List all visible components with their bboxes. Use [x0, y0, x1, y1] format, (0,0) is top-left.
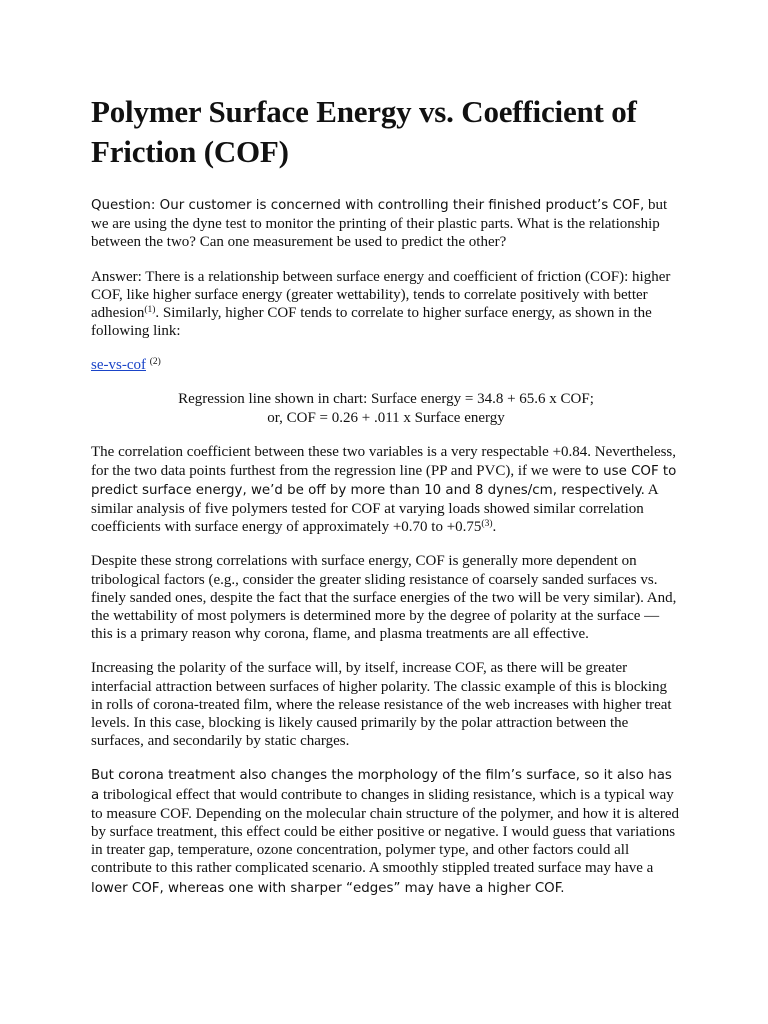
corona-sans-text: But corona treatment also changes the morphology of the film’s surface, so it also has a: [91, 768, 672, 803]
question-text: but we are using the dyne test to monitor the printing of their plastic parts. What is the relationship between the two? Can one measurement be used to predict the other?: [91, 197, 668, 251]
reference-2: (2): [149, 357, 161, 368]
regression-line-2: or, COF = 0.26 + .011 x Surface energy: [267, 409, 505, 426]
question-paragraph: [91, 196, 681, 252]
correlation-sans-text: to use COF to predict surface energy, we’d be off by more than 10 and 8 dynes/cm, respectively.: [91, 463, 677, 498]
answer-text-2: . Similarly, higher COF tends to correlate to higher surface energy, as shown in the following link:: [91, 305, 652, 340]
regression-line-1: Regression line shown in chart: Surface energy = 34.8 + 65.6 x COF;: [178, 391, 594, 408]
polarity-paragraph: Increasing the polarity of the surface will, by itself, increase COF, as there will be greater interfacial attraction between surfaces of higher polarity. The classic example of this is blocking in rolls of corona-treated film, where the release resistance of the web increases with higher treat levels. In this case, blocking is likely caused primarily by the polar attraction between the surfaces, and secondarily by static charges.: [91, 660, 672, 750]
corona-sans-text-2: lower COF, whereas one with sharper “edges” may have a higher COF.: [91, 880, 565, 896]
reference-3: (3): [481, 519, 493, 530]
correlation-text-2: A similar analysis of five polymers tested for COF at varying loads showed similar correlation coefficients with surface energy of approximately +0.70 to +0.75: [91, 481, 658, 536]
corona-text: tribological effect that would contribute to changes in sliding resistance, which is a typical way to measure COF. Depending on the molecular chain structure of the polymer, and how it is altered by surface treatment, this effect could be either positive or negative. I would guess that variations in treater gap, temperature, ozone concentration, polymer type, and other factors could all contribute to this rather complicated scenario. A smoothly stippled treated surface may have a: [91, 786, 680, 877]
correlation-text-3: .: [492, 519, 497, 536]
document-page: [91, 92, 681, 914]
question-sans-text: : Our customer is concerned with controlling their finished product’s COF,: [150, 198, 645, 213]
page-title: Polymer Surface Energy vs. Coefficient of Friction (COF): [91, 94, 637, 169]
tribological-paragraph: Despite these strong correlations with surface energy, COF is generally more dependent on tribological factors (e.g., consider the greater sliding resistance of coarsely sanded surfaces vs. finely sanded ones, despite the fact that the surface energies of the two will be very similar). And, the wettability of most polymers is determined more by the degree of polarity at the surface — this is a primary reason why corona, flame, and plasma treatments are all effective.: [91, 553, 677, 643]
reference-1: (1): [144, 305, 156, 316]
regression-formula: [91, 390, 681, 427]
correlation-text-1: The correlation coefficient between these two variables is a very respectable +0.84. Nevertheless, for the two data points furthest from the regression line (PP and PVC), if we were: [91, 444, 677, 479]
correlation-paragraph: [91, 443, 681, 536]
answer-paragraph: [91, 268, 681, 341]
corona-paragraph: [91, 766, 681, 897]
se-vs-cof-link[interactable]: se-vs-cof: [91, 357, 146, 374]
question-label: Question: [91, 198, 151, 213]
link-line: [91, 356, 681, 374]
answer-text-1: Answer: There is a relationship between surface energy and coefficient of friction (COF): higher COF, like higher surface energy (greater wettability), tends to correlate positively with better adhesion: [91, 268, 671, 322]
